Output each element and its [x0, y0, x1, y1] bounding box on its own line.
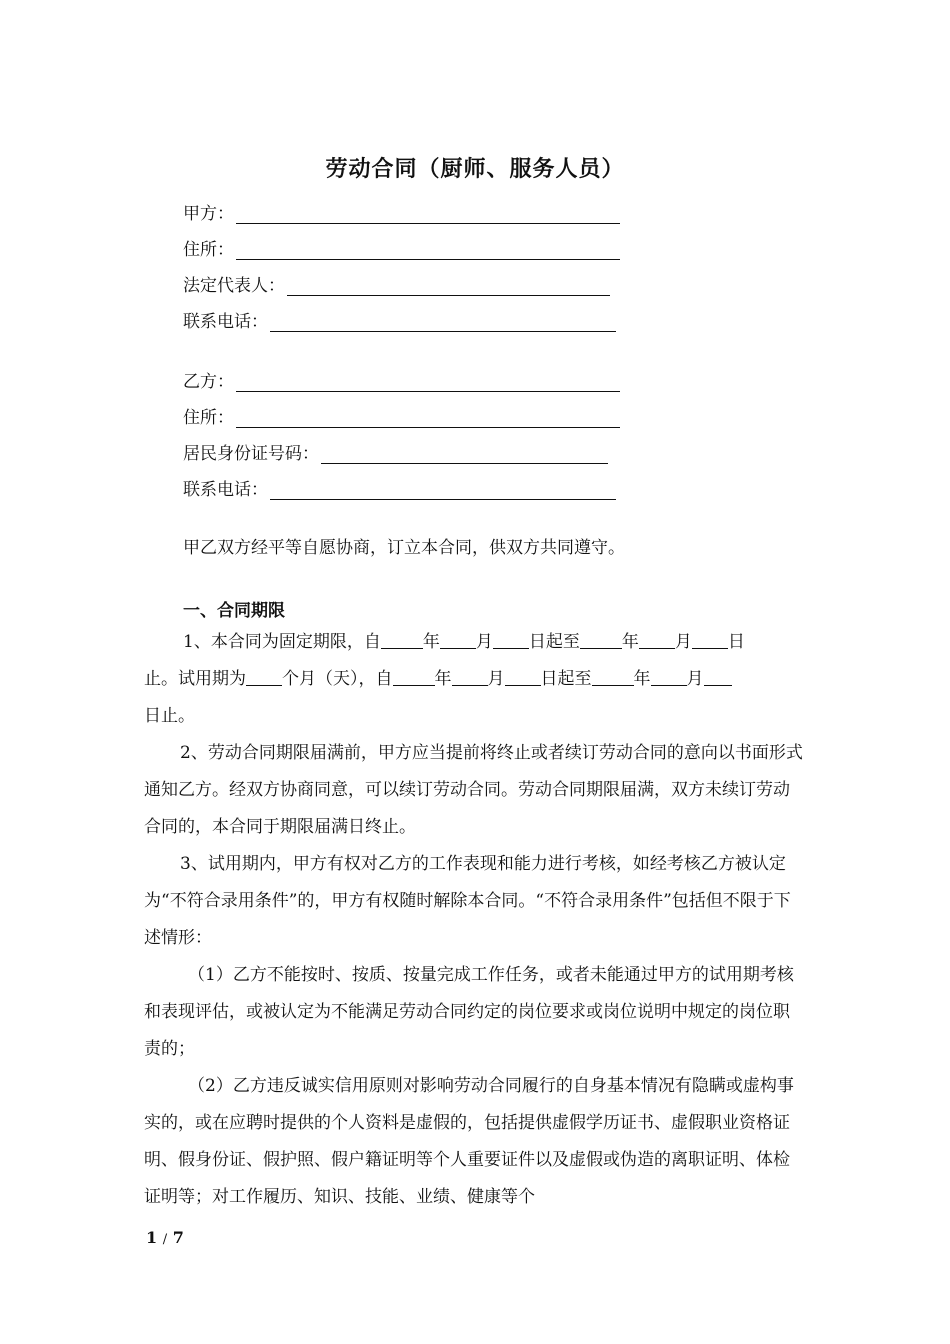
- party-a-phone-blank: [270, 313, 616, 332]
- year-label: 年: [633, 669, 651, 689]
- document-title: 劳动合同（厨师、服务人员）: [325, 157, 625, 182]
- blank-end-day: [692, 632, 728, 649]
- month-label: 月: [487, 669, 505, 689]
- party-a-legal-rep-blank: [287, 277, 610, 296]
- blank-prob-start-year: [393, 669, 435, 686]
- party-a-name-field: [183, 198, 620, 224]
- section-1-heading: 一、合同期限: [183, 601, 285, 621]
- page-total: 7: [172, 1228, 184, 1247]
- blank-end-year: [580, 632, 622, 649]
- clause-1-line-3: 日止。: [144, 706, 195, 726]
- clause-3: 3、试用期内，甲方有权对乙方的工作表现和能力进行考核，如经考核乙方被认定为“不符合录用条件”的，甲方有权随时解除本合同。“不符合录用条件”包括但不限于下述情形：: [144, 854, 791, 948]
- blank-prob-end-day: [704, 669, 732, 686]
- page-separator: /: [162, 1232, 168, 1247]
- party-a-phone-field: [183, 306, 616, 332]
- party-b-id-field: [183, 438, 608, 464]
- month-label: 月: [686, 669, 704, 689]
- party-b-id-label: 居民身份证号码：: [183, 444, 319, 464]
- party-a-name-blank: [236, 205, 620, 224]
- clause-3-item-1: （1）乙方不能按时、按质、按量完成工作任务，或者未能通过甲方的试用期考核和表现评估，或被认定为不能满足劳动合同约定的岗位要求或岗位说明中规定的岗位职责的；: [144, 965, 794, 1059]
- year-label: 年: [434, 669, 452, 689]
- party-a-phone-label: 联系电话：: [183, 312, 268, 332]
- from-label: 日起至: [528, 632, 580, 652]
- party-b-address-field: [183, 402, 620, 428]
- party-b-name-label: 乙方：: [183, 372, 234, 392]
- probation-label: 止。试用期为: [144, 669, 246, 689]
- day-label: 日: [727, 632, 745, 652]
- clause-1-intro: 1、本合同为固定期限，自: [183, 632, 381, 652]
- year-label: 年: [621, 632, 639, 652]
- blank-start-month: [440, 632, 476, 649]
- page-number: [146, 1228, 184, 1247]
- party-b-id-blank: [321, 445, 608, 464]
- party-b-address-label: 住所：: [183, 408, 234, 428]
- party-b-phone-blank: [270, 481, 616, 500]
- clause-1: [144, 624, 806, 735]
- blank-prob-start-month: [452, 669, 488, 686]
- blank-probation-months: [246, 669, 282, 686]
- year-label: 年: [422, 632, 440, 652]
- party-a-legal-rep-label: 法定代表人：: [183, 276, 285, 296]
- probation-unit: 个月（天），自: [282, 669, 393, 689]
- party-a-address-blank: [236, 241, 620, 260]
- intro-paragraph: 甲乙双方经平等自愿协商，订立本合同，供双方共同遵守。: [183, 538, 625, 558]
- blank-prob-end-month: [651, 669, 687, 686]
- party-b-name-field: [183, 366, 620, 392]
- party-a-address-label: 住所：: [183, 240, 234, 260]
- page-current: 1: [146, 1228, 158, 1247]
- blank-prob-end-year: [592, 669, 634, 686]
- clause-1-line-2: [144, 661, 806, 698]
- month-label: 月: [475, 632, 493, 652]
- blank-start-year: [381, 632, 423, 649]
- party-b-phone-field: [183, 474, 616, 500]
- party-a-address-field: [183, 234, 620, 260]
- month-label: 月: [674, 632, 692, 652]
- blank-start-day: [493, 632, 529, 649]
- party-b-phone-label: 联系电话：: [183, 480, 268, 500]
- blank-prob-start-day: [505, 669, 541, 686]
- clause-1-line-1: [144, 624, 806, 661]
- from-label: 日起至: [540, 669, 592, 689]
- party-b-name-blank: [236, 373, 620, 392]
- blank-end-month: [639, 632, 675, 649]
- party-a-legal-rep-field: [183, 270, 610, 296]
- party-a-name-label: 甲方：: [183, 204, 234, 224]
- clause-2: 2、劳动合同期限届满前，甲方应当提前将终止或者续订劳动合同的意向以书面形式通知乙方。经双方协商同意，可以续订劳动合同。劳动合同期限届满，双方未续订劳动合同的，本合同于期限届满日终止。: [144, 743, 803, 837]
- party-b-address-blank: [236, 409, 620, 428]
- clause-3-item-2: （2）乙方违反诚实信用原则对影响劳动合同履行的自身基本情况有隐瞒或虚构事实的，或在应聘时提供的个人资料是虚假的，包括提供虚假学历证书、虚假职业资格证明、假身份证、假护照、假户籍证明等个人重要证件以及虚假或伪造的离职证明、体检证明等；对工作履历、知识、技能、业绩、健康等个: [144, 1076, 794, 1207]
